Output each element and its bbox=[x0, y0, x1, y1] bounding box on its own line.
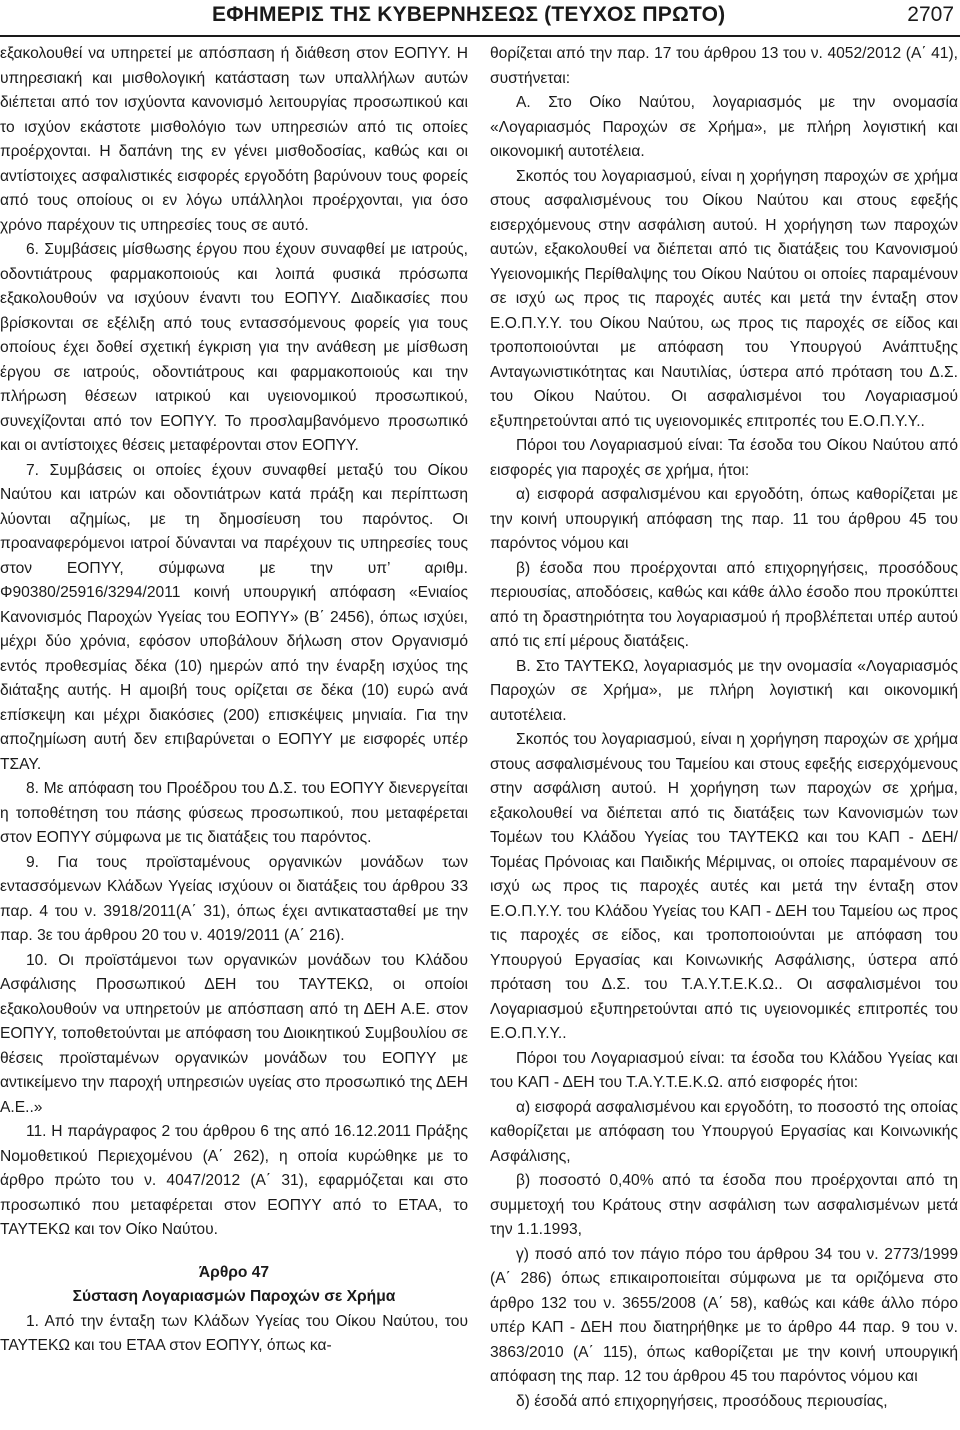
paragraph: 11. Η παράγραφος 2 του άρθρου 6 της από 16.12.2011 Πράξης Νομοθετικού Περιεχομένου (Α΄ 262), η οποία κυρώθηκε με το άρθρο πρώτο του ν. 4047/2012 (Α΄ 31), εφαρμόζεται και στο προσωπικό που μεταφέρεται στον ΕΟΠΥΥ από το ΕΤΑΑ, το ΤΑΥΤΕΚΩ και τον Οίκο Ναύτου. bbox=[0, 1123, 468, 1238]
paragraph: 7. Συμβάσεις οι οποίες έχουν συναφθεί μεταξύ του Οίκου Ναύτου και ιατρών και οδοντιάτρων κατά πράξη και περίπτωση λύονται αζημίως, με τη δημοσίευση του παρόντος. Οι προαναφερόμενοι ιατροί δύνανται να παρέχουν τις υπηρεσίες τους στον ΕΟΠΥΥ, σύμφωνα με την υπ’ αριθμ. Φ90380/25916/3294/2011 κοινή υπουργική απόφαση «Ενιαίος Κανονισμός Παροχών Υγείας του ΕΟΠΥΥ» (Β΄ 2456), όπως ισχύει, μέχρι δύο χρόνια, εφόσον υποβάλουν δήλωση στον Οργανισμό εντός προθεσμίας δέκα (10) ημερών από την έναρξη ισχύος της διάταξης αυτής. Η αμοιβή τους ορίζεται σε δέκα (10) ευρώ ανά επίσκεψη και μέχρι διακόσιες (200) επισκέψεις μηνιαία. Για την αποζημίωση αυτή δεν επιβαρύνεται ο ΕΟΠΥΥ με εισφορές υπέρ ΤΣΑΥ. bbox=[0, 461, 468, 773]
page-header bbox=[0, 0, 960, 34]
article-title: Σύσταση Λογαριασμών Παροχών σε Χρήμα bbox=[72, 1288, 396, 1305]
paragraph: β) έσοδα που προέρχονται από επιχορηγήσεις, προσόδους περιουσίας, αποδόσεις, καθώς και κάθε άλλο έσοδο που προκύπτει από τη δραστηριότητα του λογαριασμού ή προβλέπεται υπέρ αυτού από τις επί μέρους διατάξεις. bbox=[490, 559, 958, 650]
paragraph: γ) ποσό από τον πάγιο πόρο του άρθρου 34 του ν. 2773/1999 (Α΄ 286) όπως επικαιροποιείται σύμφωνα με τα οριζόμενα στο άρθρο 132 του ν. 3655/2008 (Α΄ 58), καθώς και κάθε άλλο πόρο υπέρ ΚΑΠ - ΔΕΗ που διατηρήθηκε με το άρθρο 44 παρ. 9 του ν. 3863/2010 (Α΄ 115), όπως καθορίζεται με την κοινή υπουργική απόφαση της παρ. 12 του άρθρου 45 του παρόντος νόμου και bbox=[490, 1245, 958, 1385]
paragraph: 1. Από την ένταξη των Κλάδων Υγείας του Οίκου Ναύτου, του ΤΑΥΤΕΚΩ και του ΕΤΑΑ στον ΕΟΠΥΥ, όπως κα- bbox=[0, 1312, 468, 1354]
paragraph: 9. Για τους προϊσταμένους οργανικών μονάδων των εντασσόμενων Κλάδων Υγείας ισχύουν οι διατάξεις του άρθρου 33 παρ. 4 του ν. 3918/2011(Α΄ 31), όπως έχει αντικατασταθεί με την παρ. 3ε του άρθρου 20 του ν. 4019/2011 (Α΄ 216). bbox=[0, 853, 468, 944]
paragraph: Σκοπός του λογαριασμού, είναι η χορήγηση παροχών σε χρήμα στους ασφαλισμένους του Οίκου Ναύτου και στους εφεξής εισερχόμενους στην ασφάλιση αυτού. Η χορήγηση των παροχών αυτών, εξακολουθεί να διέπεται από τις διατάξεις του Κανονισμού Υγειονομικής Περίθαλψης του Οίκου Ναύτου οι οποίες παραμένουν σε ισχύ ως προς τις παροχές αυτές και μετά την ένταξη στον Ε.Ο.Π.Υ.Υ. του Οίκου Ναύτου, ως προς τις παροχές σε είδος και τροποποιούνται με απόφαση του Υπουργού Ανάπτυξης Ανταγωνιστικότητας και Ναυτιλίας, ύστερα από πρόταση του Δ.Σ. του Οίκου Ναύτου. Οι ασφαλισμένοι του Λογαριασμού εξυπηρετούνται από τις υγειονομικές επιτροπές του Ε.Ο.Π.Υ.Υ.. bbox=[490, 167, 958, 430]
paragraph: Πόροι του Λογαριασμού είναι: Τα έσοδα του Οίκου Ναύτου από εισφορές για παροχές σε χρήμα, ήτοι: bbox=[490, 437, 958, 479]
paragraph: 8. Με απόφαση του Προέδρου του Δ.Σ. του ΕΟΠΥΥ διενεργείται η τοποθέτηση του πάσης φύσεως προσωπικού, που μεταφέρεται στον ΕΟΠΥΥ σύμφωνα με τις διατάξεις του παρόντος. bbox=[0, 780, 468, 846]
paragraph: 6. Συμβάσεις μίσθωσης έργου που έχουν συναφθεί με ιατρούς, οδοντιάτρους φαρμακοποιούς και λοιπά φυσικά πρόσωπα εξακολουθούν να ισχύουν έναντι του ΕΟΠΥΥ. Διαδικασίες που βρίσκονται σε εξέλιξη από τους εντασσόμενους φορείς για τους οποίους έχει δοθεί σχετική έγκριση για την ανάθεση με μίσθωση έργου σε ιατρούς, οδοντιάτρους και φαρμακοποιούς και την πλήρωση θέσεων ιατρικού και υγειονομικού προσωπικού, συνεχίζονται από τον ΕΟΠΥΥ. Το προσλαμβανόμενο προσωπικό και οι αντίστοιχες θέσεις μεταφέρονται στον ΕΟΠΥΥ. bbox=[0, 241, 468, 454]
article-number: Άρθρο 47 bbox=[198, 1263, 270, 1281]
paragraph: α) εισφορά ασφαλισμένου και εργοδότη, όπως καθορίζεται με την κοινή υπουργική απόφαση της παρ. 11 του άρθρου 45 του παρόντος νόμου και bbox=[490, 486, 958, 552]
paragraph: Α. Στο Οίκο Ναύτου, λογαριασμός με την ονομασία «Λογαριασμός Παροχών σε Χρήμα», με πλήρη λογιστική και οικονομική αυτοτέλεια. bbox=[490, 94, 958, 160]
left-column bbox=[0, 42, 468, 1359]
paragraph: εξακολουθεί να υπηρετεί με απόσπαση ή διάθεση στον ΕΟΠΥΥ. Η υπηρεσιακή και μισθολογική κατάσταση των υπαλλήλων αυτών διέπεται από τον ισχύοντα κανονισμό λειτουργίας προσωπικού και το ισχύον εκάστοτε μισθολόγιο των υπηρεσιών από τις οποίες προέρχονται. Η δαπάνη της εν γένει μισθοδοσίας, καθώς και οι αντίστοιχες ασφαλιστικές εισφορές εργοδότη βαρύνουν τους φορείς από τους οποίους οι εν λόγω υπάλληλοι προέρχονται, για όσο χρόνο παρέχουν τις υπηρεσίες τους σε αυτό. bbox=[0, 45, 468, 234]
paragraph: β) ποσοστό 0,40% από τα έσοδα που προέρχονται από τη συμμετοχή του Κράτους στην ασφάλιση των ασφαλισμένων μετά την 1.1.1993, bbox=[490, 1172, 958, 1238]
header-rule bbox=[0, 35, 960, 37]
right-column bbox=[490, 42, 958, 1414]
page-number: 2707 bbox=[907, 3, 954, 26]
paragraph: 10. Οι προϊστάμενοι των οργανικών μονάδων του Κλάδου Ασφάλισης Προσωπικού ΔΕΗ του ΤΑΥΤΕΚΩ, οι οποίοι εξακολουθούν να υπηρετούν με απόσπαση από τη ΔΕΗ Α.Ε. στον ΕΟΠΥΥ, τοποθετούνται με απόφαση του Διοικητικού Συμβουλίου σε θέσεις προϊσταμένων οργανικών μονάδων του ΕΟΠΥΥ με αντικείμενο την παροχή υπηρεσιών υγείας στο προσωπικό της ΔΕΗ Α.Ε..» bbox=[0, 951, 468, 1116]
paragraph: Β. Στο ΤΑΥΤΕΚΩ, λογαριασμός με την ονομασία «Λογαριασμός Παροχών σε Χρήμα», με πλήρη λογιστική και οικονομική αυτοτέλεια. bbox=[490, 657, 958, 724]
paragraph: α) εισφορά ασφαλισμένου και εργοδότη, το ποσοστό της οποίας καθορίζεται με απόφαση του Υπουργού Εργασίας και Κοινωνικής Ασφάλισης, bbox=[490, 1098, 958, 1165]
paragraph: Πόροι του Λογαριασμού είναι: τα έσοδα του Κλάδου Υγείας και του ΚΑΠ - ΔΕΗ του Τ.Α.Υ.Τ.Ε.Κ.Ω. από εισφορές ήτοι: bbox=[490, 1049, 958, 1091]
paragraph: θορίζεται από την παρ. 17 του άρθρου 13 του ν. 4052/2012 (Α΄ 41), συστήνεται: bbox=[490, 45, 958, 87]
gazette-title: ΕΦΗΜΕΡΙΣ ΤΗΣ ΚΥΒΕΡΝΗΣΕΩΣ (ΤΕΥΧΟΣ ΠΡΩΤΟ) bbox=[212, 3, 726, 26]
paragraph: Σκοπός του λογαριασμού, είναι η χορήγηση παροχών σε χρήμα στους ασφαλισμένους του Ταμείου και στους εφεξής εισερχόμενους στην ασφάλιση αυτού. Η χορήγηση των παροχών σε χρήμα, εξακολουθεί να διέπεται από τις διατάξεις των Κανονισμών των Τομέων του Κλάδου Υγείας του ΤΑΥΤΕΚΩ και του ΚΑΠ - ΔΕΗ/Τομέας Πρόνοιας και Παιδικής Μέριμνας, οι οποίες παραμένουν σε ισχύ ως προς τις παροχές αυτές και μετά την ένταξη στον Ε.Ο.Π.Υ.Υ. του Κλάδου Υγείας του ΚΑΠ - ΔΕΗ του Ταμείου ως προς τις παροχές σε είδος, και τροποποιούνται με απόφαση του Υπουργού Εργασίας και Κοινωνικής Ασφάλισης, ύστερα από πρόταση του Δ.Σ. του Τ.Α.Υ.Τ.Ε.Κ.Ω.. Οι ασφαλισμένοι του Λογαριασμού εξυπηρετούνται από τις υγειονομικές επιτροπές του Ε.Ο.Π.Υ.Υ.. bbox=[490, 731, 958, 1042]
paragraph: δ) έσοδά από επιχορηγήσεις, προσόδους περιουσίας, bbox=[516, 1392, 888, 1410]
